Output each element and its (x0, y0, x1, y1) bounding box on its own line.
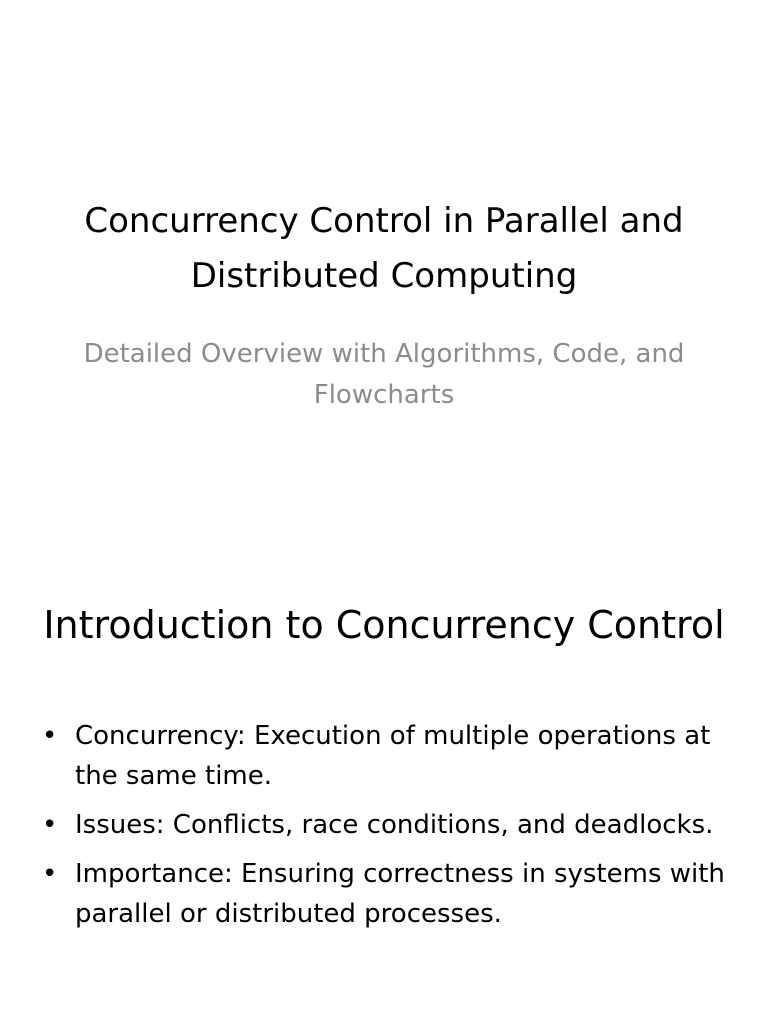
bullet-list (40, 716, 748, 943)
bullet-text: Concurrency: Execution of multiple operations at the same time. (75, 721, 711, 791)
bullet-text: Importance: Ensuring correctness in systems with parallel or distributed processes. (75, 859, 725, 929)
bullet-text: Issues: Conflicts, race conditions, and deadlocks. (75, 810, 714, 840)
slide-title: Concurrency Control in Parallel and Distributed Computing (84, 201, 684, 296)
bullet-icon: • (42, 810, 58, 840)
bullet-icon: • (42, 859, 58, 889)
slide-title: Introduction to Concurrency Control (43, 603, 725, 647)
bullet-item (40, 854, 748, 934)
bullet-icon: • (42, 721, 58, 751)
bullet-item (40, 805, 748, 845)
bullet-item (40, 716, 748, 796)
slide-subtitle: Detailed Overview with Algorithms, Code, and Flowcharts (83, 339, 685, 410)
content-slide (0, 576, 768, 1024)
